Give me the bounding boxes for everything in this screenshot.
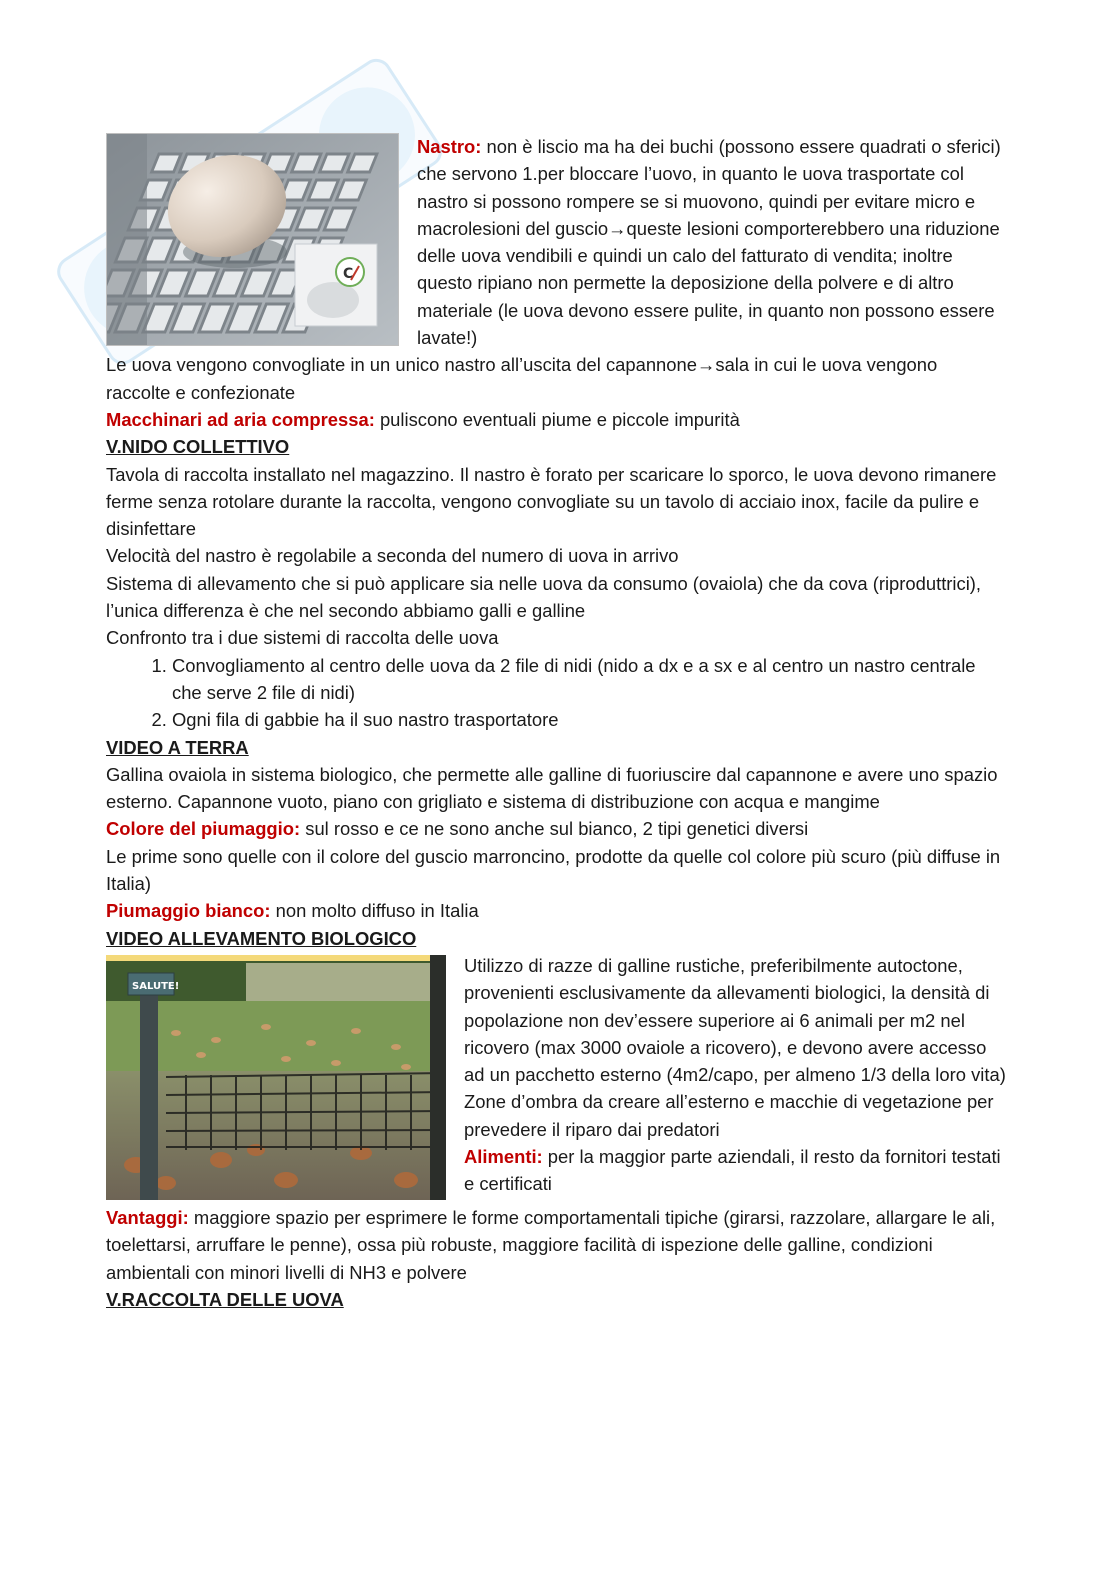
conveyor-egg-image xyxy=(106,133,399,346)
document-content xyxy=(106,133,1006,1313)
bianco-paragraph xyxy=(106,897,1006,924)
list-item: 1. Convogliamento al centro delle uova da 2 file di nidi (nido a dx e a sx e al centro un nastro centrale che serve 2 file di nidi) xyxy=(172,652,1006,707)
colore-text: sul rosso e ce ne sono anche sul bianco, 2 tipi genetici diversi xyxy=(300,818,809,840)
convogliate-text-continued: sala in cui le uova vengono raccolte e confezionate xyxy=(106,354,938,403)
arrow-icon: → xyxy=(608,217,627,239)
convogliate-paragraph xyxy=(106,351,1006,406)
nido-paragraph-3: Sistema di allevamento che si può applicare sia nelle uova da consumo (ovaiola) che da cova (riproduttrici), l’unica differenza è che nel secondo abbiamo galli e galline xyxy=(106,572,982,622)
macchinari-text: puliscono eventuali piume e piccole impurità xyxy=(374,408,740,430)
alimenti-label: Alimenti: xyxy=(464,1145,543,1167)
heading-allevamento-biologico: VIDEO ALLEVAMENTO BIOLOGICO xyxy=(106,927,417,949)
vantaggi-text: maggiore spazio per esprimere le forme comportamentali tipiche (girarsi, razzolare, allargare le ali, toelettarsi, arruffare le penne), ossa più robuste, maggiore facilità di ispezione delle galline, condizioni ambientali con minori livelli di NH3 e polvere xyxy=(106,1206,996,1283)
heading-nido-collettivo: V.NIDO COLLETTIVO xyxy=(106,436,290,458)
vantaggi-label: Vantaggi: xyxy=(106,1206,189,1228)
heading-video-a-terra: VIDEO A TERRA xyxy=(106,736,249,758)
convogliate-text: Le uova vengono convogliate in un unico nastro all’uscita del capannone xyxy=(106,354,697,376)
colore-label: Colore del piumaggio: xyxy=(106,818,301,840)
biologico-paragraph-2: Zone d’ombra da creare all’esterno e macchie di vegetazione per prevedere il riparo dai predatori xyxy=(464,1091,994,1140)
nido-paragraph-2: Velocità del nastro è regolabile a seconda del numero di uova in arrivo xyxy=(106,545,679,567)
comparison-list xyxy=(106,652,1006,734)
arrow-icon: → xyxy=(696,354,716,376)
nastro-text: non è liscio ma ha dei buchi (possono essere quadrati o sferici) che servono 1.per bloccare l’uovo, in quanto le uova trasportate col nastro si possono rompere se si muovono, quindi per evitare micro e macrolesioni del guscio xyxy=(417,136,1001,239)
terra-paragraph-1: Gallina ovaiola in sistema biologico, che permette alle galline di fuoriuscire dal capannone e avere uno spazio esterno. Capannone vuoto, piano con grigliato e sistema di distribuzione con acqua e mangime xyxy=(106,763,998,813)
bianco-label: Piumaggio bianco: xyxy=(106,900,271,922)
colore-paragraph xyxy=(106,815,1006,842)
image-sign-text: SALUTE! xyxy=(132,980,180,992)
terra-paragraph-2: Le prime sono quelle con il colore del guscio marroncino, prodotte da quelle col colore più scuro (più diffuse in Italia) xyxy=(106,845,1001,895)
nido-paragraph-4: Confronto tra i due sistemi di raccolta delle uova xyxy=(106,627,499,649)
free-range-hens-image xyxy=(106,955,446,1200)
conveyor-egg-illustration xyxy=(107,134,399,346)
free-range-hens-illustration xyxy=(106,955,446,1200)
biologico-paragraph-1: Utilizzo di razze di galline rustiche, preferibilmente autoctone, provenienti esclusivamente da allevamenti biologici, la densità di popolazione non dev’essere superiore ai 6 animali per m2 nel ricovero (max 3000 ovaiole a ricovero), e devono avere accesso ad un pacchetto esterno (4m2/capo, per almeno 1/3 della loro vita) xyxy=(464,954,1006,1086)
vantaggi-paragraph xyxy=(106,1204,1006,1286)
nastro-label: Nastro: xyxy=(417,136,482,157)
alimenti-text: per la maggior parte aziendali, il resto da fornitori testati e certificati xyxy=(464,1145,1001,1195)
nastro-text-continued: queste lesioni comporterebbero una riduzione delle uova vendibili e quindi un calo del fatturato di vendita; inoltre questo ripiano non permette la deposizione della polvere e di altro materiale (le uova devono essere pulite, in quanto non possono essere lavate!) xyxy=(417,217,1000,349)
macchinari-label: Macchinari ad aria compressa: xyxy=(106,408,375,430)
heading-raccolta-uova: V.RACCOLTA DELLE UOVA xyxy=(106,1288,344,1310)
svg-text:C: C xyxy=(343,266,354,282)
list-item: 2. Ogni fila di gabbie ha il suo nastro trasportatore xyxy=(172,706,1006,733)
bianco-text: non molto diffuso in Italia xyxy=(270,900,479,922)
nido-paragraph-1: Tavola di raccolta installato nel magazzino. Il nastro è forato per scaricare lo sporco, le uova devono rimanere ferme senza rotolare durante la raccolta, vengono convogliate su un tavolo di acciaio inox, facile da pulire e disinfettare xyxy=(106,463,997,540)
macchinari-paragraph xyxy=(106,406,1006,433)
